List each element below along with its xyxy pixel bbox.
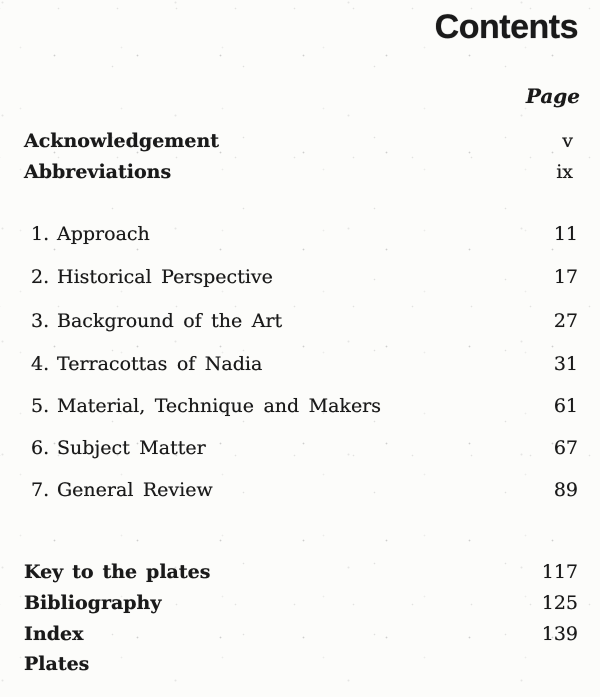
chapter-number: 6. (31, 437, 50, 459)
toc-row-index (24, 622, 578, 646)
toc-entry-page: ix (556, 161, 573, 183)
chapter-number: 7. (31, 479, 50, 501)
toc-entry-label: Historical Perspective (57, 266, 273, 288)
toc-entry-label: General Review (57, 479, 213, 501)
page-column-header: Page (525, 84, 580, 108)
toc-entry-page: 17 (553, 266, 578, 288)
toc-entry-label: Approach (57, 223, 150, 245)
toc-row-chapter (31, 478, 578, 502)
toc-row-bibliography (24, 591, 578, 615)
toc-entry-label: Plates (24, 653, 90, 675)
toc-row-chapter (31, 309, 578, 333)
toc-row-plates (24, 652, 578, 676)
toc-entry-page: v (562, 130, 573, 152)
toc-entry-page: 67 (553, 437, 578, 459)
chapter-number: 5. (31, 395, 50, 417)
toc-entry-label: Terracottas of Nadia (57, 353, 263, 375)
toc-entry-label: Bibliography (24, 592, 162, 614)
toc-entry-page: 11 (553, 223, 578, 245)
chapter-number: 3. (31, 310, 50, 332)
toc-row-acknowledgement (24, 129, 578, 153)
toc-entry-page: 117 (541, 561, 578, 583)
toc-entry-page: 89 (553, 479, 578, 501)
toc-entry-label: Material, Technique and Makers (57, 395, 382, 417)
chapter-number: 4. (31, 353, 50, 375)
toc-entry-page: 31 (553, 353, 578, 375)
toc-row-chapter (31, 436, 578, 460)
toc-entry-label: Abbreviations (24, 161, 172, 183)
toc-entry-label: Acknowledgement (24, 130, 220, 152)
toc-row-chapter (31, 222, 578, 246)
toc-entry-label: Index (24, 623, 84, 645)
toc-row-key-to-plates (24, 560, 578, 584)
toc-entry-label: Key to the plates (24, 561, 211, 583)
chapter-number: 2. (31, 266, 50, 288)
toc-entry-page: 125 (541, 592, 578, 614)
toc-entry-label: Background of the Art (57, 310, 283, 332)
toc-entry-page: 139 (541, 623, 578, 645)
page-title: Contents (434, 8, 578, 46)
toc-entry-page: 27 (553, 310, 578, 332)
toc-row-abbreviations (24, 160, 578, 184)
toc-entry-page: 61 (553, 395, 578, 417)
toc-row-chapter (31, 394, 578, 418)
chapter-number: 1. (31, 223, 50, 245)
toc-entry-label: Subject Matter (57, 437, 206, 459)
toc-row-chapter (31, 265, 578, 289)
toc-row-chapter (31, 352, 578, 376)
